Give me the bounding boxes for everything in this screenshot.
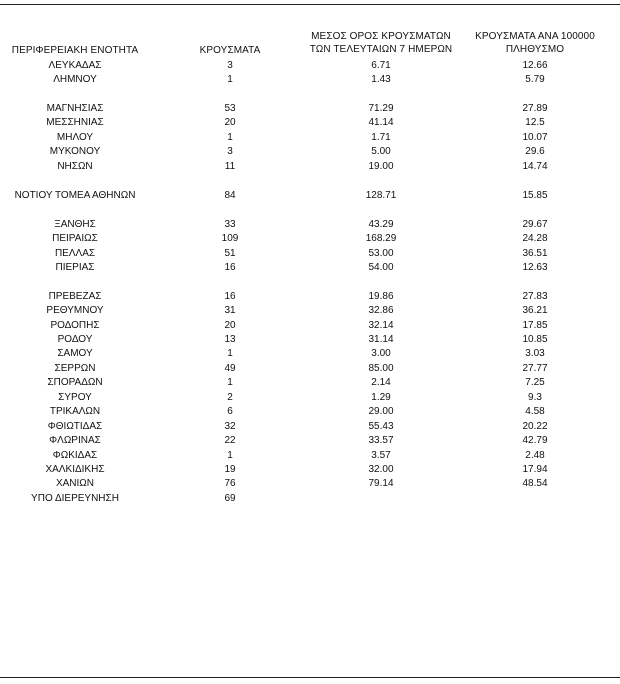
cell-seven-day-average: 43.29 bbox=[368, 219, 394, 230]
cell-seven-day-average: 2.14 bbox=[371, 377, 391, 388]
cell-cases-per-100k: 9.3 bbox=[528, 392, 542, 403]
cell-cases: 19 bbox=[224, 464, 236, 475]
table-row bbox=[0, 463, 620, 477]
cell-region: ΜΗΛΟΥ bbox=[56, 132, 94, 143]
cell-seven-day-average: 29.00 bbox=[368, 406, 394, 417]
table-row bbox=[0, 319, 620, 333]
cell-region: ΝΗΣΩΝ bbox=[57, 161, 93, 172]
cell-cases: 16 bbox=[224, 291, 236, 302]
cell-seven-day-average: 3.00 bbox=[371, 348, 391, 359]
cell-cases-per-100k: 29.6 bbox=[525, 146, 545, 157]
column-header-region bbox=[0, 44, 150, 57]
column-header-cases-per-100k bbox=[460, 30, 610, 56]
column-header-seven-day-average bbox=[300, 30, 462, 56]
cell-cases-per-100k: 20.22 bbox=[522, 421, 548, 432]
cell-region: ΡΟΔΟΥ bbox=[57, 334, 93, 345]
table-row bbox=[0, 160, 620, 174]
cell-region: ΦΩΚΙΔΑΣ bbox=[52, 450, 98, 461]
cell-cases: 16 bbox=[224, 262, 236, 273]
cell-seven-day-average: 85.00 bbox=[368, 363, 394, 374]
table-row bbox=[0, 304, 620, 318]
cell-cases: 6 bbox=[227, 406, 233, 417]
cell-region: ΣΑΜΟΥ bbox=[57, 348, 93, 359]
cell-cases: 3 bbox=[227, 146, 233, 157]
cell-region: ΧΑΛΚΙΔΙΚΗΣ bbox=[45, 464, 105, 475]
cell-cases: 51 bbox=[224, 248, 236, 259]
table-row bbox=[0, 347, 620, 361]
cell-region: ΠΕΙΡΑΙΩΣ bbox=[52, 233, 98, 244]
cell-cases-per-100k: 27.83 bbox=[522, 291, 548, 302]
cell-cases: 33 bbox=[224, 219, 236, 230]
cell-seven-day-average: 33.57 bbox=[368, 435, 394, 446]
table-row bbox=[0, 232, 620, 246]
cell-cases-per-100k: 36.21 bbox=[522, 305, 548, 316]
column-header-cases-label: ΚΡΟΥΣΜΑΤΑ bbox=[199, 45, 261, 56]
cell-cases: 1 bbox=[227, 132, 233, 143]
top-divider bbox=[0, 4, 620, 5]
table-row bbox=[0, 492, 620, 506]
table-row bbox=[0, 391, 620, 405]
cell-seven-day-average: 32.00 bbox=[368, 464, 394, 475]
cell-cases: 109 bbox=[221, 233, 239, 244]
column-header-avg-line2: ΤΩΝ ΤΕΛΕΥΤΑΙΩΝ 7 ΗΜΕΡΩΝ bbox=[309, 44, 453, 55]
cell-region: ΥΠΟ ΔΙΕΡΕΥΝΗΣΗ bbox=[31, 493, 119, 504]
table-row bbox=[0, 73, 620, 87]
cell-cases: 31 bbox=[224, 305, 236, 316]
bottom-divider bbox=[0, 677, 620, 678]
table-row bbox=[0, 218, 620, 232]
cell-seven-day-average: 5.00 bbox=[371, 146, 391, 157]
cell-region: ΠΕΛΛΑΣ bbox=[54, 248, 96, 259]
cell-cases: 20 bbox=[224, 320, 236, 331]
cell-cases-per-100k: 12.63 bbox=[522, 262, 548, 273]
table-row bbox=[0, 261, 620, 275]
cell-seven-day-average: 19.00 bbox=[368, 161, 394, 172]
cell-seven-day-average: 19.86 bbox=[368, 291, 394, 302]
cell-cases-per-100k: 42.79 bbox=[522, 435, 548, 446]
cell-cases-per-100k: 17.94 bbox=[522, 464, 548, 475]
cell-cases-per-100k: 29.67 bbox=[522, 219, 548, 230]
cell-seven-day-average: 71.29 bbox=[368, 103, 394, 114]
cell-seven-day-average: 32.86 bbox=[368, 305, 394, 316]
table-row bbox=[0, 131, 620, 145]
cell-cases-per-100k: 2.48 bbox=[525, 450, 545, 461]
cell-region: ΣΕΡΡΩΝ bbox=[54, 363, 96, 374]
table-row bbox=[0, 449, 620, 463]
cell-cases-per-100k: 27.77 bbox=[522, 363, 548, 374]
cell-cases: 1 bbox=[227, 348, 233, 359]
cell-seven-day-average: 3.57 bbox=[371, 450, 391, 461]
cell-seven-day-average: 32.14 bbox=[368, 320, 394, 331]
cell-region: ΛΕΥΚΑΔΑΣ bbox=[48, 60, 102, 71]
table-row bbox=[0, 434, 620, 448]
cell-seven-day-average: 1.71 bbox=[371, 132, 391, 143]
cell-cases-per-100k: 4.58 bbox=[525, 406, 545, 417]
cell-cases: 49 bbox=[224, 363, 236, 374]
cell-region: ΦΛΩΡΙΝΑΣ bbox=[49, 435, 101, 446]
cell-cases-per-100k: 27.89 bbox=[522, 103, 548, 114]
cell-cases-per-100k: 14.74 bbox=[522, 161, 548, 172]
cell-region: ΠΡΕΒΕΖΑΣ bbox=[48, 291, 102, 302]
cell-seven-day-average: 31.14 bbox=[368, 334, 394, 345]
cell-region: ΣΥΡΟΥ bbox=[58, 392, 92, 403]
table-row bbox=[0, 362, 620, 376]
cell-region: ΜΕΣΣΗΝΙΑΣ bbox=[46, 117, 104, 128]
table-row bbox=[0, 247, 620, 261]
cell-region: ΞΑΝΘΗΣ bbox=[54, 219, 96, 230]
cell-seven-day-average: 55.43 bbox=[368, 421, 394, 432]
cell-cases-per-100k: 10.07 bbox=[522, 132, 548, 143]
table-row bbox=[0, 376, 620, 390]
table-row bbox=[0, 290, 620, 304]
table-row bbox=[0, 116, 620, 130]
column-header-avg-line1: ΜΕΣΟΣ ΟΡΟΣ ΚΡΟΥΣΜΑΤΩΝ bbox=[311, 31, 451, 42]
cell-cases: 13 bbox=[224, 334, 236, 345]
cell-seven-day-average: 168.29 bbox=[365, 233, 397, 244]
cell-cases-per-100k: 12.5 bbox=[525, 117, 545, 128]
cell-region: ΠΙΕΡΙΑΣ bbox=[55, 262, 95, 273]
cell-region: ΝΟΤΙΟΥ ΤΟΜΕΑ ΑΘΗΝΩΝ bbox=[14, 190, 136, 201]
table-row bbox=[0, 477, 620, 491]
cell-cases-per-100k: 15.85 bbox=[522, 190, 548, 201]
cell-cases: 32 bbox=[224, 421, 236, 432]
column-header-region-label: ΠΕΡΙΦΕΡΕΙΑΚΗ ΕΝΟΤΗΤΑ bbox=[11, 45, 139, 56]
table-row bbox=[0, 145, 620, 159]
column-header-per100k-line1: ΚΡΟΥΣΜΑΤΑ ΑΝΑ 100000 bbox=[475, 31, 595, 42]
cell-cases: 76 bbox=[224, 478, 236, 489]
cell-cases: 1 bbox=[227, 377, 233, 388]
table-row bbox=[0, 333, 620, 347]
cell-seven-day-average: 6.71 bbox=[371, 60, 391, 71]
cell-region: ΛΗΜΝΟΥ bbox=[53, 74, 97, 85]
cell-cases: 1 bbox=[227, 74, 233, 85]
cell-cases-per-100k: 36.51 bbox=[522, 248, 548, 259]
cell-region: ΜΑΓΝΗΣΙΑΣ bbox=[46, 103, 104, 114]
cell-cases: 2 bbox=[227, 392, 233, 403]
column-header-cases bbox=[190, 44, 270, 57]
column-header-per100k-line2: ΠΛΗΘΥΣΜΟ bbox=[505, 44, 565, 55]
cell-region: ΣΠΟΡΑΔΩΝ bbox=[47, 377, 103, 388]
cell-region: ΤΡΙΚΑΛΩΝ bbox=[49, 406, 101, 417]
table-row bbox=[0, 102, 620, 116]
cell-cases-per-100k: 5.79 bbox=[525, 74, 545, 85]
cell-seven-day-average: 41.14 bbox=[368, 117, 394, 128]
cell-region: ΡΕΘΥΜΝΟΥ bbox=[46, 305, 104, 316]
cell-seven-day-average: 1.43 bbox=[371, 74, 391, 85]
table-row bbox=[0, 405, 620, 419]
cell-cases: 22 bbox=[224, 435, 236, 446]
cell-cases: 84 bbox=[224, 190, 236, 201]
table-row bbox=[0, 59, 620, 73]
cell-seven-day-average: 54.00 bbox=[368, 262, 394, 273]
cell-cases: 69 bbox=[224, 493, 236, 504]
cell-seven-day-average: 128.71 bbox=[365, 190, 397, 201]
table-row bbox=[0, 420, 620, 434]
cell-cases: 20 bbox=[224, 117, 236, 128]
cell-region: ΧΑΝΙΩΝ bbox=[55, 478, 95, 489]
cell-cases-per-100k: 17.85 bbox=[522, 320, 548, 331]
cell-cases: 3 bbox=[227, 60, 233, 71]
cell-seven-day-average: 53.00 bbox=[368, 248, 394, 259]
cell-cases-per-100k: 48.54 bbox=[522, 478, 548, 489]
cell-region: ΡΟΔΟΠΗΣ bbox=[50, 320, 100, 331]
cell-cases-per-100k: 24.28 bbox=[522, 233, 548, 244]
cell-region: ΦΘΙΩΤΙΔΑΣ bbox=[47, 421, 103, 432]
cell-seven-day-average: 1.29 bbox=[371, 392, 391, 403]
cell-cases: 11 bbox=[224, 161, 236, 172]
cell-cases-per-100k: 12.66 bbox=[522, 60, 548, 71]
cell-cases-per-100k: 7.25 bbox=[525, 377, 545, 388]
table-row bbox=[0, 189, 620, 203]
cell-region: ΜΥΚΟΝΟΥ bbox=[49, 146, 101, 157]
cell-cases-per-100k: 10.85 bbox=[522, 334, 548, 345]
cell-cases: 1 bbox=[227, 450, 233, 461]
cell-cases-per-100k: 3.03 bbox=[525, 348, 545, 359]
cell-seven-day-average: 79.14 bbox=[368, 478, 394, 489]
cell-cases: 53 bbox=[224, 103, 236, 114]
